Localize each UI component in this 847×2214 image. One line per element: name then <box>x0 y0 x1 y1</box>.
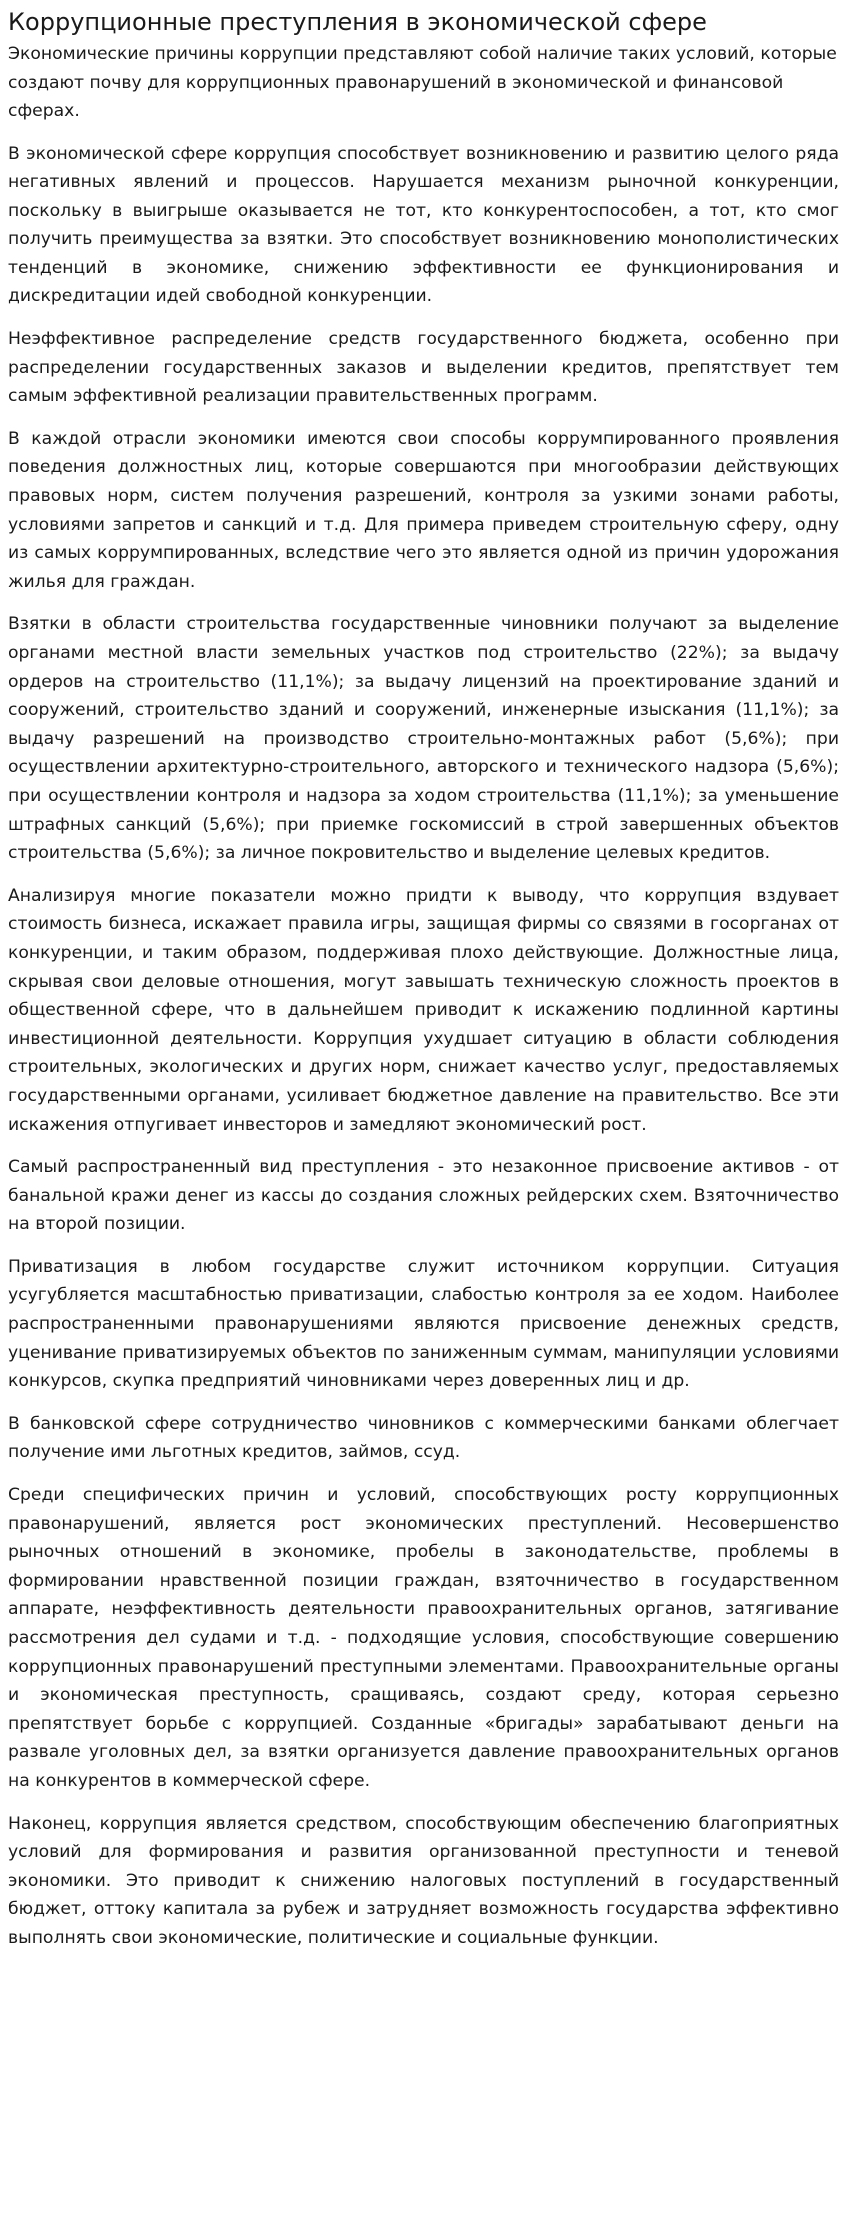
paragraph-conclusion: Наконец, коррупция является средством, способствующим обеспечению благоприятных условий для формирования и развития организованной преступности и теневой экономики. Это приводит к снижению налоговых поступлений в государственный бюджет, оттоку капитала за рубеж и затрудняет возможность государства эффективно выполнять свои экономические, политические и социальные функции. <box>8 1813 839 1948</box>
paragraph-industry-methods: В каждой отрасли экономики имеются свои способы коррумпированного проявления поведения должностных лиц, которые совершаются при многообразии действующих правовых норм, систем получения разрешений, контроля за узкими зонами работы, условиями запретов и санкций и т.д. Для примера приведем строительную сферу, одну из самых коррумпированных, вследствие чего это является одной из причин удорожания жилья для граждан. <box>8 428 839 592</box>
paragraph-specific-causes: Среди специфических причин и условий, способствующих росту коррупционных правонарушений, является рост экономических преступлений. Несовершенство рыночных отношений в экономике, пробелы в законодательстве, проблемы в формировании нравственной позиции граждан, взяточничество в государственном аппарате, неэффективность деятельности правоохранительных органов, затягивание рассмотрения дел судами и т.д. - подходящие условия, способствующие совершению коррупционных правонарушений преступными элементами. Правоохранительные органы и экономическая преступность, сращиваясь, создают среду, которая серьезно препятствует борьбе с коррупцией. Созданные «бригады» зарабатывают деньги на развале уголовных дел, за взятки организуется давление правоохранительных органов на конкурентов в коммерческой сфере. <box>8 1485 839 1791</box>
intro-paragraph: Экономические причины коррупции представляют собой наличие таких условий, которые создают почву для коррупционных правонарушений в экономической и финансовой сферах. <box>8 44 837 121</box>
page-title: Коррупционные преступления в экономической сфере <box>8 8 707 36</box>
paragraph-business-cost: Анализируя многие показатели можно придти к выводу, что коррупция вздувает стоимость бизнеса, искажает правила игры, защищая фирмы со связями в госорганах от конкуренции, и таким образом, поддерживая плохо действующие. Должностные лица, скрывая свои деловые отношения, могут завышать техническую сложность проектов в общественной сфере, что в дальнейшем приводит к искажению подлинной картины инвестиционной деятельности. Коррупция ухудшает ситуацию в области соблюдения строительных, экологических и других норм, снижает качество услуг, предоставляемых государственными органами, усиливает бюджетное давление на правительство. Все эти искажения отпугивает инвесторов и замедляют экономический рост. <box>8 885 839 1135</box>
paragraph-economic-sphere: В экономической сфере коррупция способствует возникновению и развитию целого ряда негативных явлений и процессов. Нарушается механизм рыночной конкуренции, поскольку в выигрыше оказывается не тот, кто конкурентоспособен, а тот, кто смог получить преимущества за взятки. Это способствует возникновению монополистических тенденций в экономике, снижению эффективности ее функционирования и дискредитации идей свободной конкуренции. <box>8 143 839 307</box>
paragraph-budget-distribution: Неэффективное распределение средств государственного бюджета, особенно при распределении государственных заказов и выделении кредитов, препятствует тем самым эффективной реализации правительственных программ. <box>8 329 839 407</box>
paragraph-construction-bribes: Взятки в области строительства государственные чиновники получают за выделение органами местной власти земельных участков под строительство (22%); за выдачу ордеров на строительство (11,1%); за выдачу лицензий на проектирование зданий и сооружений, строительство зданий и сооружений, инженерные изыскания (11,1%); за выдачу разрешений на производство строительно-монтажных работ (5,6%); при осуществлении архитектурно-строительного, авторского и технического надзора (5,6%); при осуществлении контроля и надзора за ходом строительства (11,1%); за уменьшение штрафных санкций (5,6%); при приемке госкомиссий в строй завершенных объектов строительства (5,6%); за личное покровительство и выделение целевых кредитов. <box>8 614 839 864</box>
paragraph-asset-misappropriation: Самый распространенный вид преступления - это незаконное присвоение активов - от банальной кражи денег из кассы до создания сложных рейдерских схем. Взяточничество на второй позиции. <box>8 1157 839 1235</box>
paragraph-privatization: Приватизация в любом государстве служит источником коррупции. Ситуация усугубляется масштабностью приватизации, слабостью контроля за ее ходом. Наиболее распространенными правонарушениями являются присвоение денежных средств, уценивание приватизируемых объектов по заниженным суммам, манипуляции условиями конкурсов, скупка предприятий чиновниками через доверенных лиц и др. <box>8 1256 839 1392</box>
paragraph-banking-sphere: В банковской сфере сотрудничество чиновников с коммерческими банками облегчает получение ими льготных кредитов, займов, ссуд. <box>8 1413 839 1463</box>
